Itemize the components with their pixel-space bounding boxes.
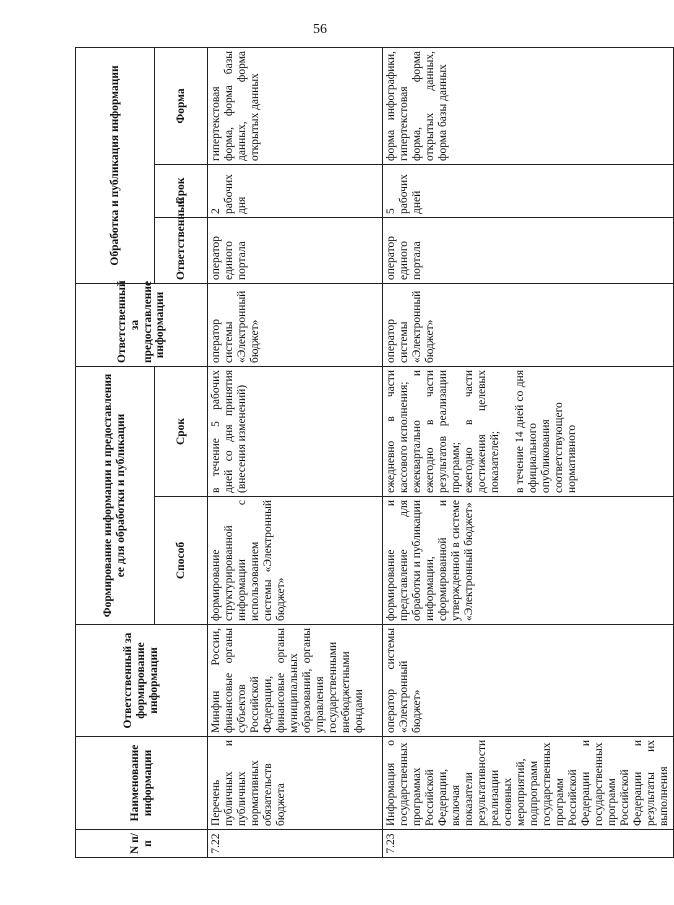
row-form: гипертекстовая форма, форма базы данных, форма открытых данных — [208, 47, 383, 164]
header-formation: Формирование информации и предоставления ее для обработки и публикации — [76, 367, 155, 625]
row-term: в течение 5 рабочих дней со дня принятия (внесения изменений) — [208, 367, 383, 497]
row-resp-provide: оператор системы «Электронный бюджет» — [208, 284, 383, 367]
row-pub-term: 5 рабочих дней — [383, 165, 674, 218]
row-form: форма инфографики, гипертекстовая форма, форма открытых данных, форма базы данных — [383, 47, 674, 164]
term-part: ежегодно в части достижения целевых показателей; — [462, 370, 501, 493]
row-responsible: оператор единого портала — [208, 218, 383, 284]
header-form: Форма — [155, 47, 208, 164]
table-row — [208, 47, 383, 857]
row-name: Перечень публичных и публичных нормативных обязательств бюджета — [208, 737, 383, 830]
row-resp-form: оператор системы «Электронный бюджет» — [383, 625, 674, 737]
row-method: формирование и представление для обработки и публикации информации, сформированной и утвержденной в системе «Электронный бюджет» — [383, 497, 674, 625]
header-num: N п/п — [76, 830, 208, 858]
header-resp-form: Ответственный за формирование информации — [76, 625, 208, 737]
row-resp-form: Минфин России, финансовые органы субъектов Российской Федерации, финансовые органы муниципальных образований, органы управления государственными внебюджетными фондами — [208, 625, 383, 737]
row-name: Информация о государственных программах Российской Федерации, включая показатели результативности реализации основных мероприятий, подпрограмм государственных программ Российской Федерации и государственных программ Российской Федерации и результаты их выполнения — [383, 737, 674, 830]
row-num: 7.22 — [208, 830, 383, 858]
term-part: ежеквартально и ежегодно в части результатов реализации программ; — [410, 370, 462, 493]
row-pub-term: 2 рабочих дня — [208, 165, 383, 218]
header-method: Способ — [155, 497, 208, 625]
row-resp-provide: оператор системы «Электронный бюджет» — [383, 284, 674, 367]
header-term: Срок — [155, 367, 208, 497]
header-pub-term: Срок — [155, 165, 208, 218]
row-method: формирование структурированной информации с использованием системы «Электронный бюджет» — [208, 497, 383, 625]
header-processing: Обработка и публикация информации — [76, 47, 155, 283]
header-resp-provide: Ответственный за предоставление информации — [76, 284, 208, 367]
page-number: 56 — [313, 22, 327, 37]
table-row — [383, 47, 674, 857]
rotated-table-area — [75, 48, 670, 858]
term-part: ежедневно в части кассового исполнения; — [385, 370, 410, 493]
row-num: 7.23 — [383, 830, 674, 858]
information-table — [75, 47, 674, 858]
header-responsible: Ответственный — [155, 218, 208, 284]
term-part: в течение 14 дней со дня официального опубликования соответствующего нормативного — [513, 370, 578, 493]
header-name: Наименование информации — [76, 737, 208, 830]
row-responsible: оператор единого портала — [383, 218, 674, 284]
row-term — [383, 367, 674, 497]
